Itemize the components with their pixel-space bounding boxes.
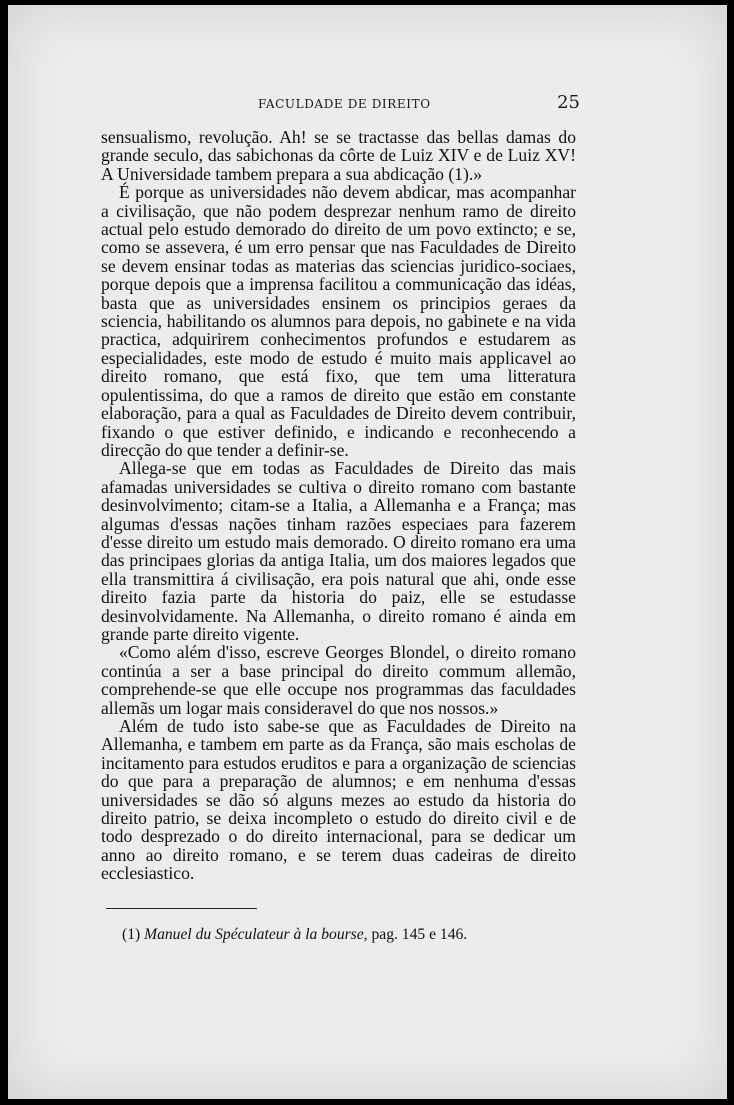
footnote (122, 926, 542, 944)
body-text (101, 128, 576, 883)
footnote-title: Manuel du Spéculateur à la bourse, (144, 926, 368, 943)
footnote-reference: pag. 145 e 146. (371, 926, 468, 943)
paragraph: Além de tudo isto sabe-se que as Faculdades de Direito na Allemanha, e tambem em parte as da França, são mais escholas de incitamento para estudos eruditos e para a organização de sciencias do que para a preparação de alumnos; e em nenhuma d'essas universidades se dão só alguns mezes ao estudo da historia do direito patrio, se deixa incompleto o estudo do direito civil e de todo desprezado o do direito internacional, para se dedicar um anno ao direito romano, e se terem duas cadeiras de direito ecclesiastico. (101, 716, 576, 884)
footnote-divider (106, 908, 257, 909)
paragraph: É porque as universidades não devem abdicar, mas acompanhar a civilisação, que não podem desprezar nenhum ramo de direito actual pelo estudo demorado do direito de um povo extincto; e se, como se assevera, é um erro pensar que nas Faculdades de Direito se devem ensinar todas as materias das sciencias juridico-sociaes, porque depois que a imprensa facilitou a communicação das idéas, basta que as universidades ensinem os principios geraes da sciencia, habilitando os alumnos para depois, no gabinete e na vida practica, adquirirem conhecimentos profundos e estudarem as especialidades, este modo de estudo é muito mais applicavel ao direito romano, que está fixo, que tem uma litteratura opulentissima, do que a ramos de direito que estão em constante elaboração, para a qual as Faculdades de Direito devem contribuir, fixando o que estiver definido, e indicando e reconhecendo a direcção do que tender a definir-se. (101, 182, 576, 460)
paragraph: Allega-se que em todas as Faculdades de Direito das mais afamadas universidades se cultiva o direito romano com bastante desinvolvimento; citam-se a Italia, a Allemanha e a França; mas algumas d'essas nações tinham razões especiaes para fazerem d'esse direito um estudo mais demorado. O direito romano era uma das principaes glorias da antiga Italia, um dos maiores legados que ella transmittira á civilisação, era pois natural que ahi, onde esse direito fazia parte da historia do paiz, elle se estudasse desinvolvidamente. Na Allemanha, o direito romano é ainda em grande parte direito vigente. (101, 458, 576, 644)
page-number: 25 (557, 92, 580, 113)
footnote-marker: (1) (122, 926, 141, 943)
paragraph: sensualismo, revolução. Ah! se se tractasse das bellas damas do grande seculo, das sabichonas da côrte de Luiz XIV e de Luiz XV! A Universidade tambem prepara a sua abdicação (1).» (101, 127, 576, 184)
paragraph: «Como além d'isso, escreve Georges Blondel, o direito romano continúa a ser a base principal do direito commum allemão, comprehende-se que elle occupe nos programmas das faculdades allemãs um logar mais consideravel do que nos nossos.» (101, 642, 576, 718)
running-title: FACULDADE DE DIREITO (258, 97, 431, 111)
page-header (108, 94, 586, 114)
